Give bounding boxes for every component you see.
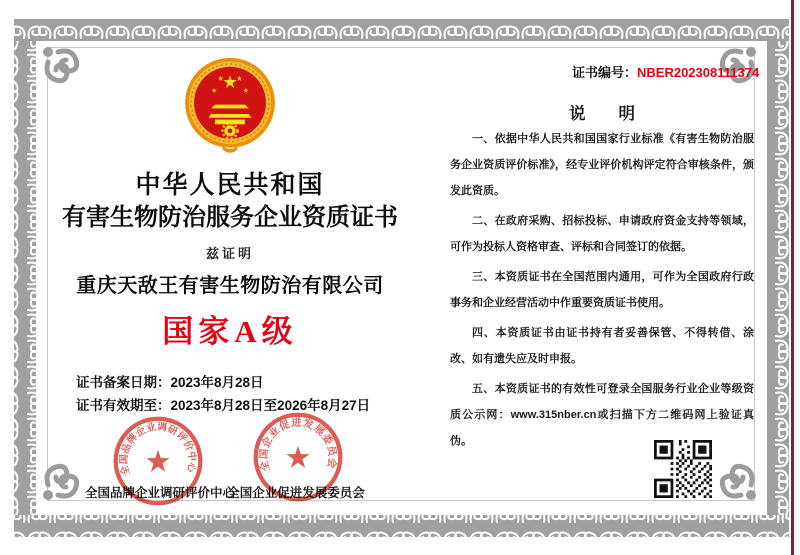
certify-text: 兹证明 <box>205 246 254 261</box>
title-line-1: 中华人民共和国 <box>135 171 325 199</box>
explanation-body <box>450 126 754 458</box>
page-right-edge <box>791 0 794 555</box>
certificate-number <box>572 62 759 81</box>
grade-badge: 国家A级 <box>162 314 298 349</box>
filing-date: 证书备案日期：2023年8月28日 <box>76 375 264 390</box>
title-line-2: 有害生物防治服务企业资质证书 <box>62 204 398 231</box>
seal-right-ring-text: 全国企业促进发展委员会 <box>258 417 338 473</box>
seal-left-label: 全国品牌企业调研评价中心 <box>84 486 235 500</box>
validity-date: 证书有效期至：2023年8月28日至2026年8月27日 <box>76 398 371 413</box>
seal-left-stamp-icon <box>111 414 205 508</box>
explanation-paragraph-2: 二、在政府采购、招标投标、申请政府资金支持等领域，可作为投标人资格审查、评标和合同签订的依据。 <box>450 215 754 253</box>
explanation-title: 说 明 <box>569 105 635 123</box>
qr-code-icon <box>654 440 712 498</box>
seal-right-stamp-icon <box>251 410 345 504</box>
explanation-paragraph-5: 五、本资质证书的有效性可登录全国服务行业企业等级资质公示网：www.315nber.cn或扫描下方二维码网上验证真伪。 <box>450 383 754 447</box>
corner-flourish-icon <box>722 466 756 500</box>
seal-left-ring-text: 全国品牌企业调研评价中心 <box>118 421 198 477</box>
company-name: 重庆天敌王有害生物防治有限公司 <box>76 275 384 297</box>
certificate-number-value: NBER202308111374 <box>637 65 760 80</box>
explanation-paragraph-4: 四、本资质证书由证书持有者妥善保管、不得转借、涂改、如有遗失应及时申报。 <box>450 327 754 365</box>
seal-right-label: 全国企业促进发展委员会 <box>227 486 365 500</box>
china-national-emblem-icon <box>183 56 277 157</box>
explanation-paragraph-1: 一、依据中华人民共和国国家行业标准《有害生物防治服务企业资质评价标准》，经专业评价机构评定符合审核条件，颁发此资质。 <box>450 133 754 197</box>
certificate-number-label: 证书编号： <box>572 65 638 80</box>
corner-flourish-icon <box>43 47 77 81</box>
explanation-paragraph-3: 三、本资质证书在全国范围内通用，可作为全国政府行政事务和企业经营活动中作重要资质证书使用。 <box>450 271 754 309</box>
